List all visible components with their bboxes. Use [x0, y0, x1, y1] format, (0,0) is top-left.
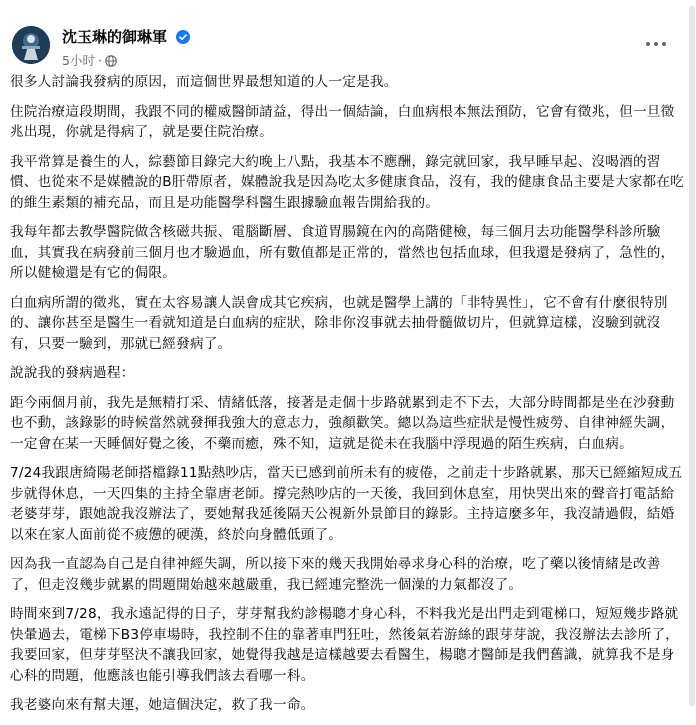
meta-separator: · — [97, 53, 102, 68]
post-paragraph: 7/24我跟唐綺陽老師搭檔錄11點熱吵店，當天已感到前所未有的疲倦，之前走十步路就累，那天已經縮短成五步就得休息，一天四集的主持全靠唐老師。撐完熱吵店的一天後，我回到休息室，用快哭出來的聲音打電話給老婆芽芽，跟她說我沒辦法了，要她幫我延後隔天公視新外景節目的錄影。主持這麼多年，我沒請過假，結婚以來在家人面前從不疲憊的硬漢，終於向身體低頭了。 — [10, 465, 683, 543]
globe-icon[interactable] — [105, 55, 117, 70]
post-paragraph: 我平常算是養生的人，綜藝節目錄完大約晚上八點，我基本不應酬，錄完就回家，我早睡早起、沒喝酒的習慣、也從來不是媒體說的B肝帶原者，媒體說我是因為吃太多健康食品，沒有，我的健康食品主要是大家都在吃的維生素類的補充品，而且是功能醫學科醫生跟據驗血報告開給我的。 — [10, 153, 685, 211]
post-paragraph: 很多人討論我發病的原因，而這個世界最想知道的人一定是我。 — [10, 74, 398, 90]
scrollbar-thumb[interactable] — [689, 6, 695, 706]
verified-badge-icon — [176, 30, 190, 48]
post-header — [10, 14, 696, 68]
post-meta — [62, 51, 117, 70]
post-timestamp[interactable]: 5小时 — [62, 53, 95, 68]
post-paragraph: 距今兩個月前，我先是無精打采、情緒低落，接著是走個十步路就累到走不下去，大部分時間都是坐在沙發動也不動，該錄影的時候當然就發揮我強大的意志力，強顏歡笑。總以為這些症狀是慢性疲勞、自律神經失調，一定會在某一天睡個好覺之後，不藥而癒，殊不知，這就是從未在我腦中浮現過的陌生疾病，白血病。 — [10, 394, 675, 452]
post-paragraph: 住院治療這段期間，我跟不同的權威醫師請益，得出一個結論，白血病根本無法預防，它會有徵兆，但一旦徵兆出現，你就是得病了，就是要住院治療。 — [10, 103, 675, 140]
author-name-text[interactable]: 沈玉琳的御琳軍 — [62, 28, 168, 46]
post-paragraph: 白血病所謂的徵兆，實在太容易讓人誤會成其它疾病，也就是醫學上講的「非特異性」，它不會有什麼很特別的、讓你甚至是醫生一看就知道是白血病的症狀，除非你沒事就去抽骨髓做切片，但就算這樣，沒驗到就沒有，只要一驗到，那就已經發病了。 — [10, 294, 668, 352]
post-paragraph: 因為我一直認為自己是自律神經失調，所以接下來的幾天我開始尋求身心科的治療，吃了藥以後情緒是改善了，但走沒幾步就累的問題開始越來越嚴重，我已經連完整洗一個澡的力氣都沒了。 — [10, 556, 661, 593]
post-paragraph: 說說我的發病過程： — [10, 365, 135, 381]
scrollbar[interactable] — [688, 0, 696, 712]
more-options-icon[interactable] — [638, 29, 674, 59]
author-name[interactable] — [62, 26, 190, 48]
post-body — [10, 72, 685, 725]
post-paragraph: 時間來到7/28，我永遠記得的日子，芽芽幫我約診楊聰才身心科，不料我光是出門走到電梯口，短短幾步路就快暈過去，電梯下B3停車場時，我控制不住的靠著車門狂吐，然後氣若游絲的跟芽芽說，我沒辦法去診所了，我要回家，但芽芽堅決不讓我回家，她覺得我越是這樣越要去看醫生，楊聰才醫師是我們舊識，就算我不是身心科的問題，他應該也能引導我們該去看哪一科。 — [10, 606, 680, 684]
post-paragraph: 我每年都去教學醫院做含核磁共振、電腦斷層、食道胃腸鏡在內的高階健檢，每三個月去功能醫學科診所驗血，其實我在病發前三個月也才驗過血，所有數值都是正常的，當然也包括血球，但我還是發病了，急性的，所以健檢還是有它的侷限。 — [10, 224, 675, 281]
post-paragraph: 我老婆向來有幫夫運，她這個決定，救了我一命。 — [10, 697, 315, 713]
avatar[interactable] — [12, 26, 50, 64]
